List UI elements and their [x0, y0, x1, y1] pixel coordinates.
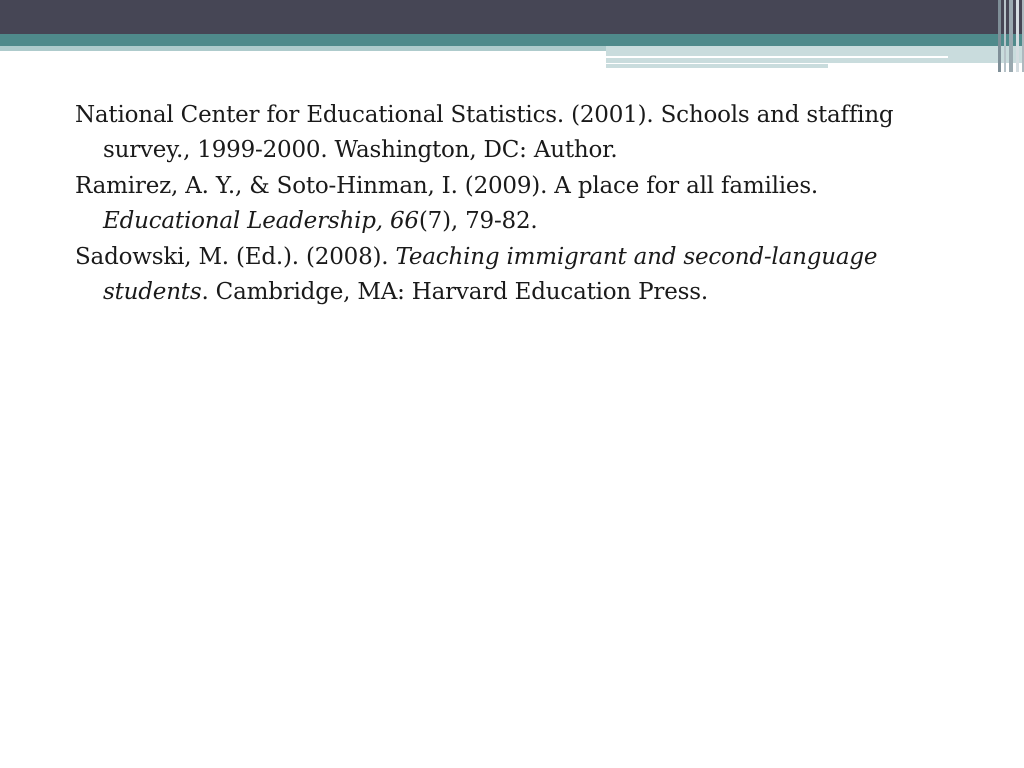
header-right-band: [606, 46, 1024, 63]
reference-entry: [75, 240, 935, 310]
header-accent-line: [606, 64, 828, 68]
reference-text: National Center for Educational Statistics. (2001). Schools and staffing survey., 1999-2000. Washington, DC: Author.: [75, 102, 894, 163]
header-dark-band: [0, 0, 1024, 34]
reference-entry: [75, 169, 935, 239]
header-stripe: [998, 0, 1001, 72]
reference-list: [75, 98, 935, 311]
header-stripe: [1016, 0, 1019, 72]
reference-text: . Cambridge, MA: Harvard Education Press.: [201, 279, 708, 305]
reference-entry: [75, 98, 935, 168]
reference-journal-title: Educational Leadership, 66: [103, 208, 419, 234]
header-teal-band: [0, 34, 1024, 46]
reference-book-title: Teaching immigrant and second-language students: [103, 244, 878, 305]
reference-text: Ramirez, A. Y., & Soto-Hinman, I. (2009). A place for all families.: [75, 173, 819, 199]
reference-text: (7), 79-82.: [418, 208, 538, 234]
header-divider-line: [606, 56, 948, 58]
header-stripes: [994, 0, 1024, 72]
header-stripe: [1009, 0, 1013, 72]
header-light-band: [0, 46, 606, 51]
reference-text: Sadowski, M. (Ed.). (2008).: [75, 244, 396, 270]
header-stripe: [1004, 0, 1006, 72]
